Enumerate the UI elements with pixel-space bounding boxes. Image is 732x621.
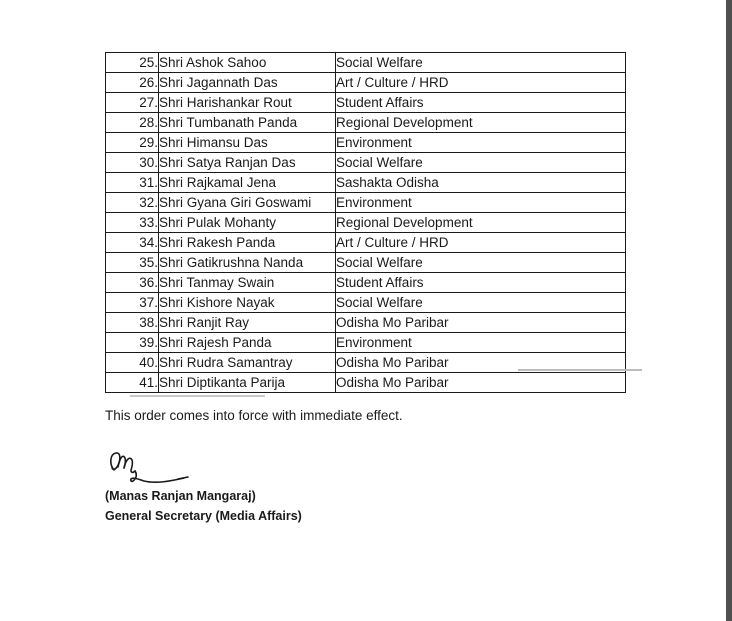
signatory-title: General Secretary (Media Affairs) (105, 509, 302, 523)
member-name-cell: Shri Satya Ranjan Das (159, 153, 336, 173)
table-row (106, 273, 626, 293)
table-row (106, 73, 626, 93)
portfolio-cell: Sashakta Odisha (336, 173, 626, 193)
portfolio-cell: Odisha Mo Paribar (336, 313, 626, 333)
serial-number-cell: 29. (106, 133, 159, 153)
portfolio-cell: Social Welfare (336, 253, 626, 273)
table-row (106, 113, 626, 133)
member-name-cell: Shri Diptikanta Parija (159, 373, 336, 393)
portfolio-cell: Student Affairs (336, 93, 626, 113)
serial-number-cell: 35. (106, 253, 159, 273)
member-name-cell: Shri Himansu Das (159, 133, 336, 153)
signature-image (106, 448, 201, 490)
closing-statement: This order comes into force with immediate effect. (105, 408, 403, 423)
portfolio-cell: Social Welfare (336, 53, 626, 73)
table-row (106, 233, 626, 253)
serial-number-cell: 28. (106, 113, 159, 133)
portfolio-cell: Environment (336, 193, 626, 213)
serial-number-cell: 41. (106, 373, 159, 393)
portfolio-cell: Odisha Mo Paribar (336, 353, 626, 373)
member-name-cell: Shri Gyana Giri Goswami (159, 193, 336, 213)
signatory-name: (Manas Ranjan Mangaraj) (105, 489, 256, 503)
serial-number-cell: 40. (106, 353, 159, 373)
member-name-cell: Shri Gatikrushna Nanda (159, 253, 336, 273)
member-name-cell: Shri Rajesh Panda (159, 333, 336, 353)
portfolio-cell: Odisha Mo Paribar (336, 373, 626, 393)
member-name-cell: Shri Rajkamal Jena (159, 173, 336, 193)
table-row (106, 253, 626, 273)
member-name-cell: Shri Jagannath Das (159, 73, 336, 93)
table-row (106, 133, 626, 153)
member-name-cell: Shri Kishore Nayak (159, 293, 336, 313)
member-name-cell: Shri Rakesh Panda (159, 233, 336, 253)
portfolio-cell: Regional Development (336, 213, 626, 233)
serial-number-cell: 30. (106, 153, 159, 173)
portfolio-cell: Environment (336, 333, 626, 353)
serial-number-cell: 25. (106, 53, 159, 73)
members-table (105, 52, 626, 393)
page-break-artifact-line (518, 369, 642, 371)
member-name-cell: Shri Ashok Sahoo (159, 53, 336, 73)
table-row (106, 213, 626, 233)
page-right-edge (726, 0, 732, 621)
table-row (106, 193, 626, 213)
serial-number-cell: 33. (106, 213, 159, 233)
serial-number-cell: 36. (106, 273, 159, 293)
serial-number-cell: 32. (106, 193, 159, 213)
table-row (106, 53, 626, 73)
serial-number-cell: 37. (106, 293, 159, 313)
portfolio-cell: Social Welfare (336, 293, 626, 313)
member-name-cell: Shri Harishankar Rout (159, 93, 336, 113)
table-row (106, 313, 626, 333)
member-name-cell: Shri Tanmay Swain (159, 273, 336, 293)
signatory-block (105, 486, 302, 526)
serial-number-cell: 38. (106, 313, 159, 333)
table-row (106, 293, 626, 313)
portfolio-cell: Art / Culture / HRD (336, 73, 626, 93)
member-name-cell: Shri Tumbanath Panda (159, 113, 336, 133)
table-row (106, 373, 626, 393)
member-name-cell: Shri Rudra Samantray (159, 353, 336, 373)
serial-number-cell: 34. (106, 233, 159, 253)
table-row (106, 153, 626, 173)
serial-number-cell: 26. (106, 73, 159, 93)
members-table-body (106, 53, 626, 393)
table-row (106, 93, 626, 113)
portfolio-cell: Regional Development (336, 113, 626, 133)
table-row (106, 173, 626, 193)
table-row (106, 333, 626, 353)
serial-number-cell: 39. (106, 333, 159, 353)
serial-number-cell: 31. (106, 173, 159, 193)
member-name-cell: Shri Ranjit Ray (159, 313, 336, 333)
portfolio-cell: Social Welfare (336, 153, 626, 173)
portfolio-cell: Environment (336, 133, 626, 153)
portfolio-cell: Art / Culture / HRD (336, 233, 626, 253)
page-break-artifact-line (130, 395, 265, 397)
serial-number-cell: 27. (106, 93, 159, 113)
portfolio-cell: Student Affairs (336, 273, 626, 293)
member-name-cell: Shri Pulak Mohanty (159, 213, 336, 233)
